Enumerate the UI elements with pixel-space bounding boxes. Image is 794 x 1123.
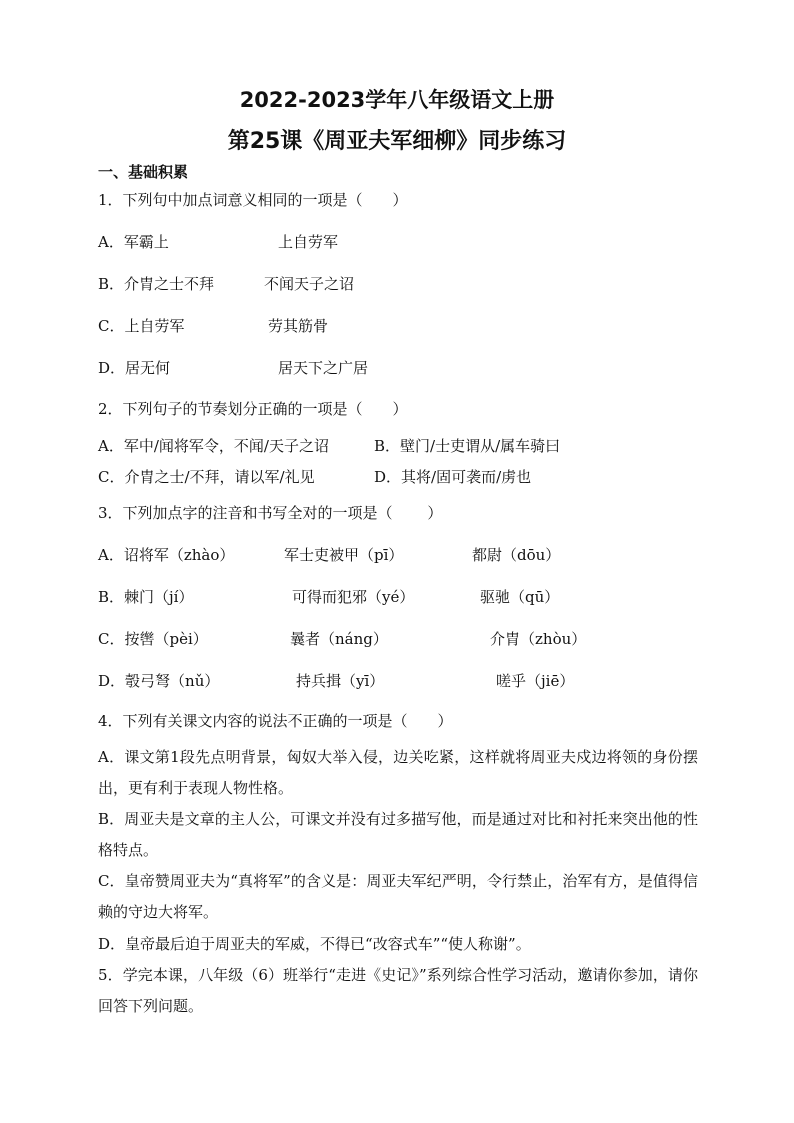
question-4-option-b: B．周亚夫是文章的主人公，可课文并没有过多描写他，而是通过对比和衬托来突出他的性格特点。 xyxy=(98,810,698,859)
question-1-option-c: C．上自劳军 xyxy=(98,317,185,335)
question-1-option-a: A．军霸上 xyxy=(98,233,169,251)
question-3-option-d-item-2: 持兵揖（yī） xyxy=(296,672,385,690)
question-4-option-c: C．皇帝赞周亚夫为“真将军”的含义是：周亚夫军纪严明，令行禁止，治军有方，是值得信赖的守边大将军。 xyxy=(98,872,698,921)
question-1-option-d: D．居无何 xyxy=(98,359,171,377)
section-heading: 一、基础积累 xyxy=(98,163,189,181)
question-2-option-c: C．介胄之士/不拜，请以军/礼见 xyxy=(98,468,315,486)
question-3-option-c-item-1: C．按辔（pèi） xyxy=(98,630,208,648)
question-4-option-a: A．课文第1段先点明背景，匈奴大举入侵，边关吃紧，这样就将周亚夫戍边将领的身份摆出，更有利于表现人物性格。 xyxy=(98,748,698,797)
question-3-option-d-item-3: 嗟乎（jiē） xyxy=(496,672,575,690)
question-3-option-c-item-3: 介胄（zhòu） xyxy=(490,630,587,648)
question-3-option-b-item-2: 可得而犯邪（yé） xyxy=(292,588,415,606)
question-5-stem: 5．学完本课，八年级（6）班举行“走进《史记》”系列综合性学习活动，邀请你参加，请你回答下列问题。 xyxy=(98,966,698,1015)
question-3-option-d-item-1: D．彀弓弩（nǔ） xyxy=(98,672,220,690)
question-1-option-d-compare: 居天下之广居 xyxy=(278,359,369,377)
question-2-option-d: D．其将/固可袭而/虏也 xyxy=(374,468,532,486)
question-3-option-b-item-3: 驱驰（qū） xyxy=(480,588,560,606)
question-1-option-c-compare: 劳其筋骨 xyxy=(268,317,329,335)
question-3-option-c-item-2: 曩者（náng） xyxy=(290,630,388,648)
question-1-stem: 1．下列句中加点词意义相同的一项是（ ） xyxy=(98,191,408,209)
question-3-option-a-item-3: 都尉（dōu） xyxy=(472,546,561,564)
question-4-stem: 4．下列有关课文内容的说法不正确的一项是（ ） xyxy=(98,712,453,730)
document-title: 2022-2023学年八年级语文上册 xyxy=(239,88,555,112)
question-3-option-a-item-1: A．诏将军（zhào） xyxy=(98,546,235,564)
document-subtitle: 第25课《周亚夫军细柳》同步练习 xyxy=(227,129,567,154)
question-1-option-b-compare: 不闻天子之诏 xyxy=(264,275,355,293)
question-4-option-d: D．皇帝最后迫于周亚夫的军威，不得已“改容式车”“使人称谢”。 xyxy=(98,935,531,953)
question-1-option-a-compare: 上自劳军 xyxy=(278,233,339,251)
question-3-option-a-item-2: 军士吏被甲（pī） xyxy=(284,546,404,564)
question-2-option-b: B．壁门/士吏谓从/属车骑曰 xyxy=(374,437,561,455)
question-3-option-b-item-1: B．棘门（jí） xyxy=(98,588,194,606)
question-2-stem: 2．下列句子的节奏划分正确的一项是（ ） xyxy=(98,400,408,418)
question-3-stem: 3．下列加点字的注音和书写全对的一项是（ ） xyxy=(98,504,443,522)
question-1-option-b: B．介胄之士不拜 xyxy=(98,275,215,293)
question-2-option-a: A．军中/闻将军令，不闻/天子之诏 xyxy=(98,437,329,455)
